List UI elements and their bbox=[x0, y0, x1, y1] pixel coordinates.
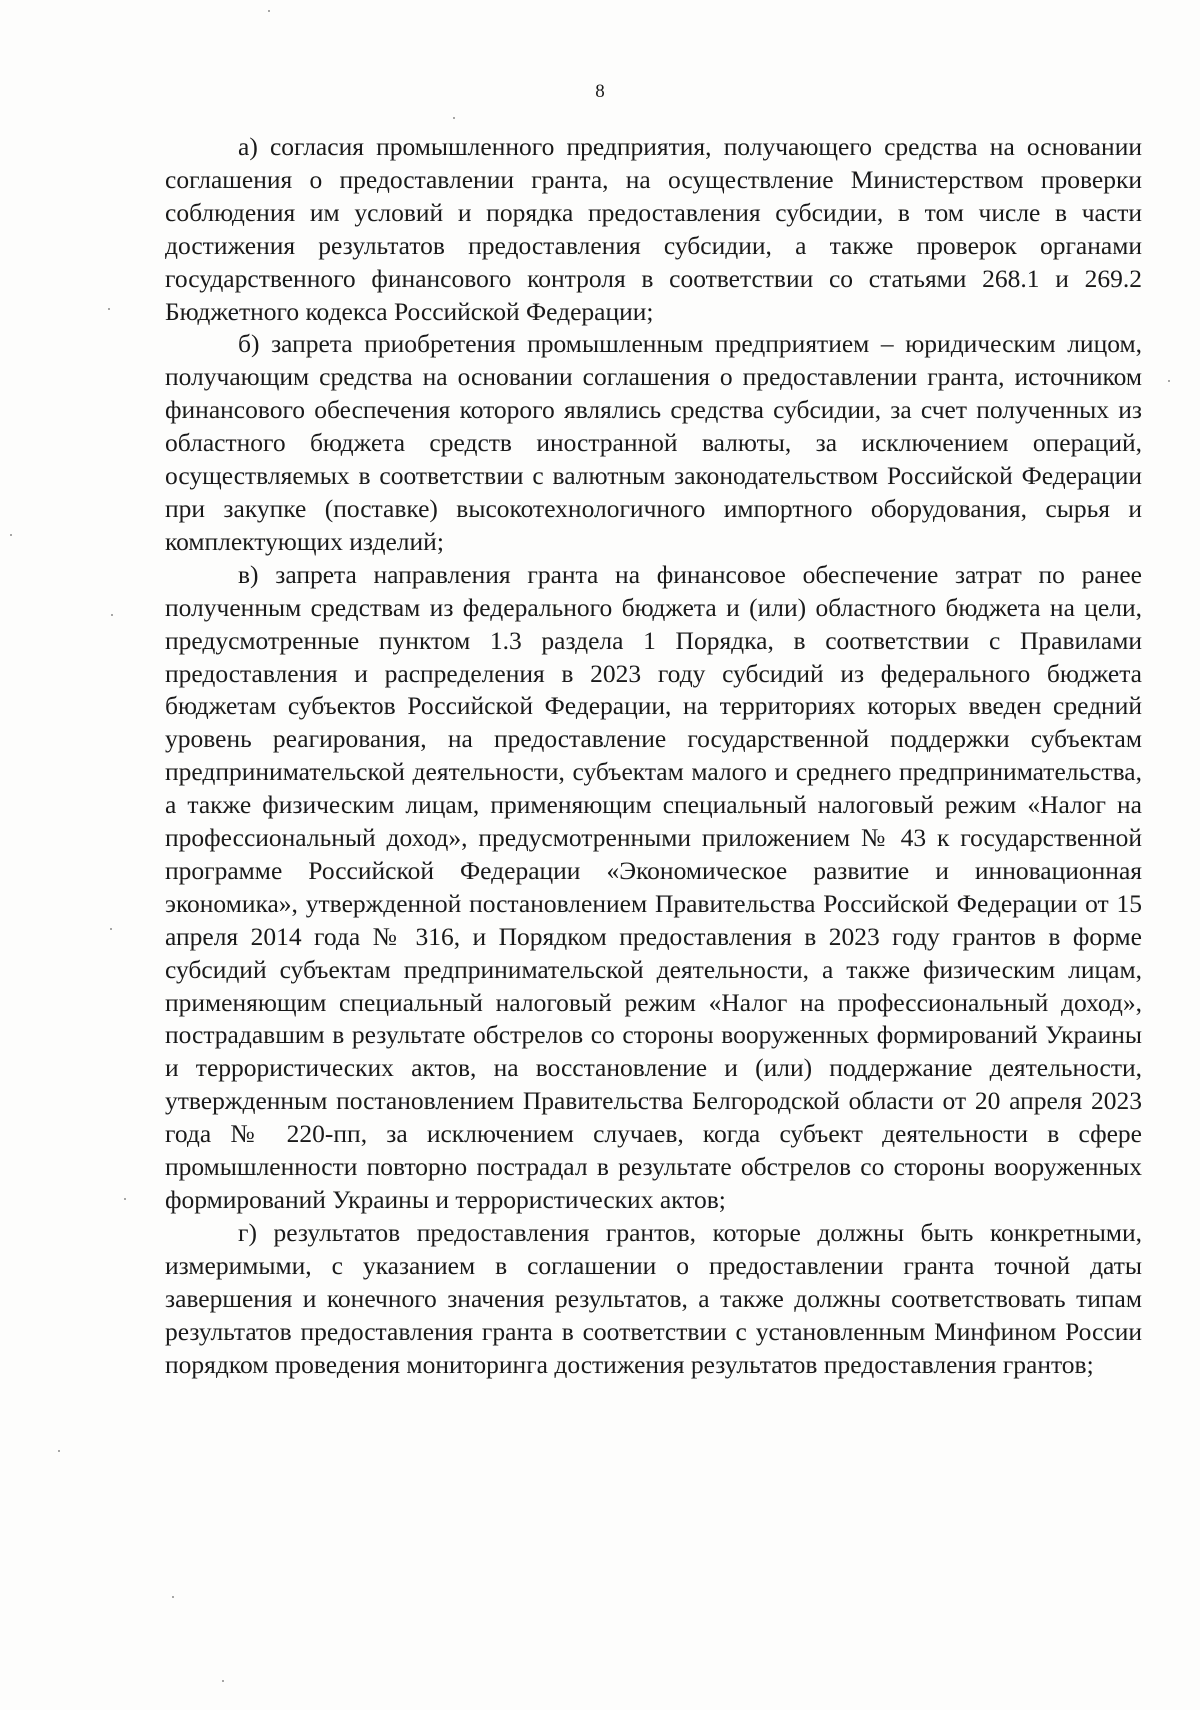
scan-speck bbox=[58, 1450, 60, 1452]
scan-speck bbox=[111, 614, 113, 616]
scan-speck bbox=[108, 308, 110, 310]
scan-speck bbox=[1168, 380, 1170, 382]
scan-speck bbox=[268, 10, 270, 12]
page-number: 8 bbox=[595, 81, 605, 102]
paragraph-b: б) запрета приобретения промышленным предприятием – юридическим лицом, получающим средства на основании соглашения о предоставлении гранта, источником финансового обеспечения которого являлись средства субсидии, за счет полученных из областного бюджета средств иностранной валюты, за исключением операций, осуществляемых в соответствии с валютным законодательством Российской Федерации при закупке (поставке) высокотехнологичного импортного оборудования, сырья и комплектующих изделий; bbox=[165, 329, 1142, 556]
scan-speck bbox=[222, 1680, 224, 1682]
scan-speck bbox=[10, 534, 12, 536]
scan-speck bbox=[453, 117, 455, 119]
scan-speck bbox=[172, 1596, 174, 1598]
scan-speck bbox=[110, 928, 112, 930]
paragraph-v: в) запрета направления гранта на финансовое обеспечение затрат по ранее полученным средствам из федерального бюджета и (или) областного бюджета на цели, предусмотренные пунктом 1.3 раздела 1 Порядка, в соответствии с Правилами предоставления и распределения в 2023 году субсидий из федерального бюджета бюджетам субъектов Российской Федерации, на территориях которых введен средний уровень реагирования, на предоставление государственной поддержки субъектам предпринимательской деятельности, субъектам малого и среднего предпринимательства, а также физическим лицам, применяющим специальный налоговый режим «Налог на профессиональный доход», предусмотренными приложением № 43 к государственной программе Российской Федерации «Экономическое развитие и инновационная экономика», утвержденной постановлением Правительства Российской Федерации от 15 апреля 2014 года № 316, и Порядком предоставления в 2023 году грантов в форме субсидий субъектам предпринимательской деятельности, а также физическим лицам, применяющим специальный налоговый режим «Налог на профессиональный доход», пострадавшим в результате обстрелов со стороны вооруженных формирований Украины и террористических актов, на восстановление и (или) поддержание деятельности, утвержденным постановлением Правительства Белгородской области от 20 апреля 2023 года № 220-пп, за исключением случаев, когда субъект деятельности в сфере промышленности повторно пострадал в результате обстрелов со стороны вооруженных формирований Украины и террористических актов; bbox=[165, 559, 1142, 1214]
paragraph-g: г) результатов предоставления грантов, которые должны быть конкретными, измеримыми, с указанием в соглашении о предоставлении гранта точной даты завершения и конечного значения результатов, а также должны соответствовать типам результатов предоставления гранта в соответствии с установленным Минфином России порядком проведения мониторинга достижения результатов предоставления грантов; bbox=[165, 1217, 1142, 1379]
paragraph-a: а) согласия промышленного предприятия, получающего средства на основании соглашения о предоставлении гранта, на осуществление Министерством проверки соблюдения им условий и порядка предоставления субсидии, в том числе в части достижения результатов предоставления субсидии, а также проверок органами государственного финансового контроля в соответствии со статьями 268.1 и 269.2 Бюджетного кодекса Российской Федерации; bbox=[165, 132, 1142, 326]
document-body bbox=[165, 131, 1142, 1381]
scan-speck bbox=[124, 1198, 126, 1200]
